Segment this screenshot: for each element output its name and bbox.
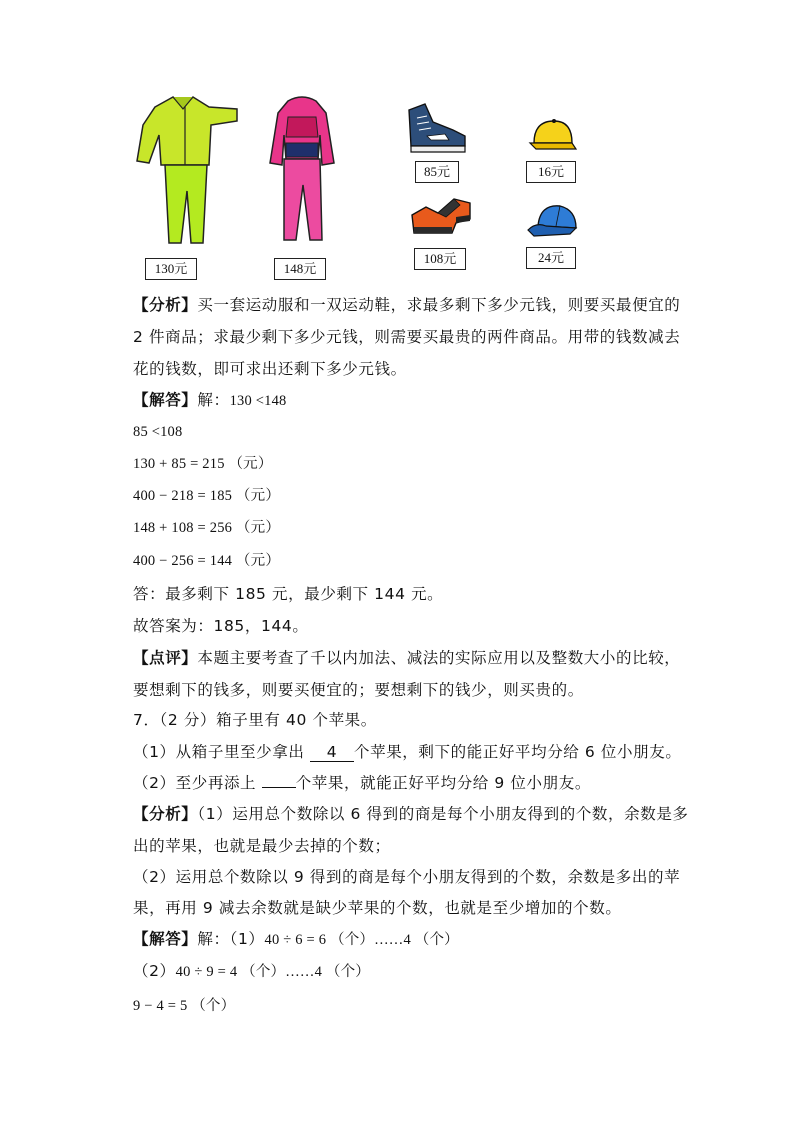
answer-prefix: 解：（1） — [197, 930, 265, 948]
question-text: （1）从箱子里至少拿出 — [133, 743, 310, 761]
q6-step-6: 400 − 256 = 144 （元） — [133, 553, 281, 569]
price-label: 16元 — [537, 164, 564, 179]
analysis-text: 买一套运动服和一双运动鞋，求最多剩下多少元钱，则要买最便宜的 — [197, 296, 681, 314]
blue-cap-icon — [526, 200, 582, 240]
question-text: （2）至少再添上 — [133, 774, 262, 792]
analysis-label: 【分析】 — [133, 805, 198, 823]
math-step: 130 <148 — [229, 393, 287, 409]
q7-title: 7．（2 分）箱子里有 40 个苹果。 — [133, 711, 377, 729]
pink-tracksuit-icon — [262, 95, 342, 245]
q7-part-2 — [133, 773, 591, 793]
yellow-cap-icon — [526, 115, 578, 155]
price-tag-yellow-cap — [526, 161, 576, 183]
price-label: 130元 — [154, 261, 188, 276]
product-orange-sneaker — [408, 193, 478, 273]
q7-analysis-line-1 — [133, 804, 689, 824]
q6-final-answer: 故答案为：185，144。 — [133, 617, 309, 635]
q6-review-line-2: 要想剩下的钱多，则要买便宜的；要想剩下的钱少，则买贵的。 — [133, 681, 584, 699]
analysis-text: （1）运用总个数除以 6 得到的商是每个小朋友得到的个数，余数是多 — [197, 805, 689, 823]
q6-conclusion: 答：最多剩下 185 元，最少剩下 144 元。 — [133, 585, 444, 603]
product-blue-sneaker — [405, 100, 475, 185]
q7-part-1 — [133, 742, 681, 762]
q7-answer-line-3: 9 − 4 = 5 （个） — [133, 998, 236, 1014]
price-label: 85元 — [423, 164, 450, 179]
q6-answer-header — [133, 390, 287, 411]
answer-blank-1: 4 — [310, 744, 354, 762]
answer-label: 【解答】 — [133, 391, 198, 409]
answer-blank-2 — [262, 787, 296, 788]
blue-sneaker-icon — [405, 100, 469, 156]
orange-sneaker-icon — [408, 193, 474, 239]
price-tag-blue-sneaker — [415, 161, 459, 183]
product-blue-cap — [526, 200, 586, 272]
product-green-tracksuit — [131, 95, 241, 285]
q6-review-line-1 — [133, 648, 680, 668]
q6-analysis-line-1 — [133, 295, 680, 315]
price-label: 148元 — [283, 261, 317, 276]
q7-analysis-line-3: （2）运用总个数除以 9 得到的商是每个小朋友得到的个数，余数是多出的苹 — [133, 868, 681, 886]
review-text: 本题主要考查了千以内加法、减法的实际应用以及整数大小的比较， — [197, 649, 681, 667]
math-step: 40 ÷ 9 = 4 （个）……4 （个） — [175, 964, 371, 980]
product-pink-tracksuit — [262, 95, 342, 285]
q6-step-4: 400 − 218 = 185 （元） — [133, 488, 281, 504]
price-label: 108元 — [423, 251, 457, 266]
price-tag-green-tracksuit — [145, 258, 197, 280]
analysis-label: 【分析】 — [133, 296, 198, 314]
question-text: 个苹果，就能正好平均分给 9 位小朋友。 — [295, 774, 591, 792]
analysis-text: 花的钱数，即可求出还剩下多少元钱。 — [133, 360, 407, 378]
math-step: 40 ÷ 6 = 6 （个）……4 （个） — [264, 932, 459, 948]
price-tag-pink-tracksuit — [274, 258, 326, 280]
q6-step-3: 130 + 85 = 215 （元） — [133, 456, 273, 472]
product-yellow-cap — [526, 115, 586, 185]
q6-analysis-line-3 — [133, 359, 407, 379]
green-tracksuit-icon — [131, 95, 241, 250]
q7-answer-line-2 — [133, 961, 370, 982]
q7-analysis-line-2: 出的苹果，也就是最少去掉的个数； — [133, 837, 391, 855]
answer-prefix: 解： — [197, 391, 230, 409]
q7-analysis-line-4: 果，再用 9 减去余数就是缺少苹果的个数，也就是至少增加的个数。 — [133, 899, 622, 917]
answer-prefix: （2） — [133, 962, 176, 980]
q7-answer-line-1 — [133, 929, 459, 950]
price-label: 24元 — [537, 250, 564, 265]
q6-step-2: 85 <108 — [133, 424, 183, 440]
review-label: 【点评】 — [133, 649, 198, 667]
price-tag-orange-sneaker — [414, 248, 466, 270]
answer-label: 【解答】 — [133, 930, 198, 948]
q6-analysis-line-2 — [133, 327, 680, 347]
question-text: 个苹果，剩下的能正好平均分给 6 位小朋友。 — [354, 743, 682, 761]
price-tag-blue-cap — [526, 247, 576, 269]
q6-step-5: 148 + 108 = 256 （元） — [133, 520, 281, 536]
analysis-text: 2 件商品；求最少剩下多少元钱，则需要买最贵的两件商品。用带的钱数减去 — [133, 328, 681, 346]
